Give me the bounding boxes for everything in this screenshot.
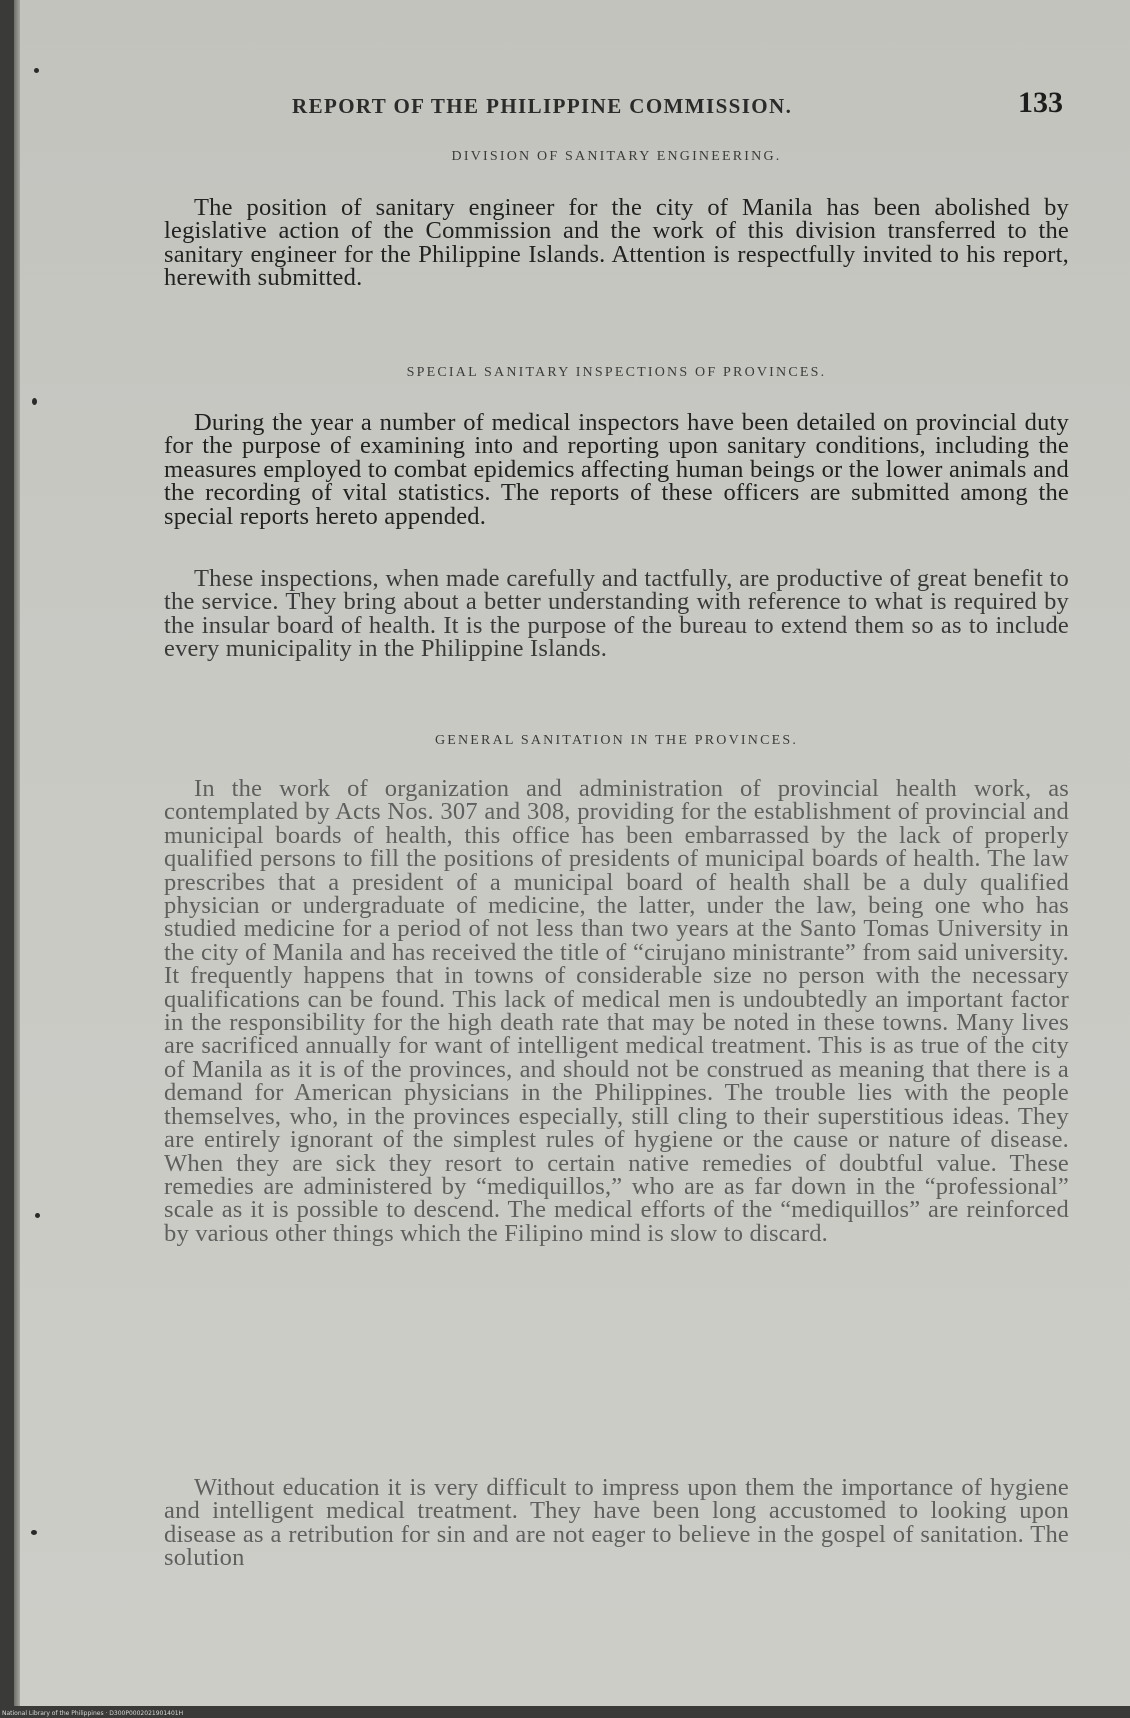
section-title-sanitary-engineering: DIVISION OF SANITARY ENGINEERING.: [451, 149, 782, 164]
paragraph-special-inspections-1: During the year a number of medical inspectors have been detailed on provincial duty for the purpose of examining into and reporting upon sanitary conditions, including the measures employed to combat epidemics affecting human beings or the lower animals and the recording of vital statistics. The reports of these officers are submitted among the special reports hereto appended.: [164, 409, 1069, 530]
scan-speck: [31, 1530, 37, 1535]
paragraph-general-sanitation-1: In the work of organization and administration of provincial health work, as contemplated by Acts Nos. 307 and 308, providing for the establishment of provincial and municipal boards of health, this office has been embarrassed by the lack of properly qualified persons to fill the positions of presidents of municipal boards of health. The law prescribes that a president of a municipal board of health shall be a duly qualified physician or undergraduate of medicine, the latter, under the law, being one who has studied medicine for a period of not less than two years at the Santo Tomas University in the city of Manila and has received the title of “cirujano ministrante” from said university. It frequently happens that in towns of considerable size no person with the necessary qualifications can be found. This lack of medical men is undoubtedly an important factor in the responsibility for the high death rate that may be noted in these towns. Many lives are sacrificed annually for want of intelligent medical treatment. This is as true of the city of Manila as it is of the provinces, and should not be construed as meaning that there is a demand for American physicians in the Philippines. The trouble lies with the people themselves, who, in the provinces especially, still cling to their superstitious ideas. They are entirely ignorant of the simplest rules of hygiene or the cause or nature of disease. When they are sick they resort to certain native remedies of doubtful value. These remedies are administered by “mediquillos,” who are as far down in the “professional” scale as it is possible to descend. The medical efforts of the “mediquillos” are reinforced by various other things which the Filipino mind is slow to discard.: [164, 775, 1069, 1247]
section-title-general-sanitation: GENERAL SANITATION IN THE PROVINCES.: [434, 733, 799, 748]
running-title: REPORT OF THE PHILIPPINE COMMISSION.: [292, 94, 793, 118]
digitization-caption: National Library of the Philippines · D300P0002021901401H: [2, 1710, 184, 1717]
page-binding-edge: [14, 0, 20, 1706]
paragraph-general-sanitation-2: Without education it is very difficult to impress upon them the importance of hygiene and intelligent medical treatment. They have been long accustomed to looking upon disease as a retribution for sin and are not eager to believe in the gospel of sanitation. The solution: [164, 1474, 1069, 1572]
scan-speck: [35, 1213, 40, 1218]
section-title-special-inspections: SPECIAL SANITARY INSPECTIONS OF PROVINCES.: [406, 365, 827, 380]
scan-speck: [32, 398, 37, 405]
paragraph-special-inspections-2: These inspections, when made carefully and tactfully, are productive of great benefit to the service. They bring about a better understanding with reference to what is required by the insular board of health. It is the purpose of the bureau to extend them so as to include every municipality in the Philippine Islands.: [164, 565, 1069, 663]
page-number: 133: [1018, 86, 1063, 119]
paragraph-sanitary-engineering: The position of sanitary engineer for the city of Manila has been abolished by legislative action of the Commission and the work of this division transferred to the sanitary engineer for the Philippine Islands. Attention is respectfully invited to his report, herewith submitted.: [164, 194, 1069, 292]
scan-speck: [34, 68, 39, 73]
scanned-page: [14, 0, 1130, 1706]
page-header: [164, 86, 1069, 126]
